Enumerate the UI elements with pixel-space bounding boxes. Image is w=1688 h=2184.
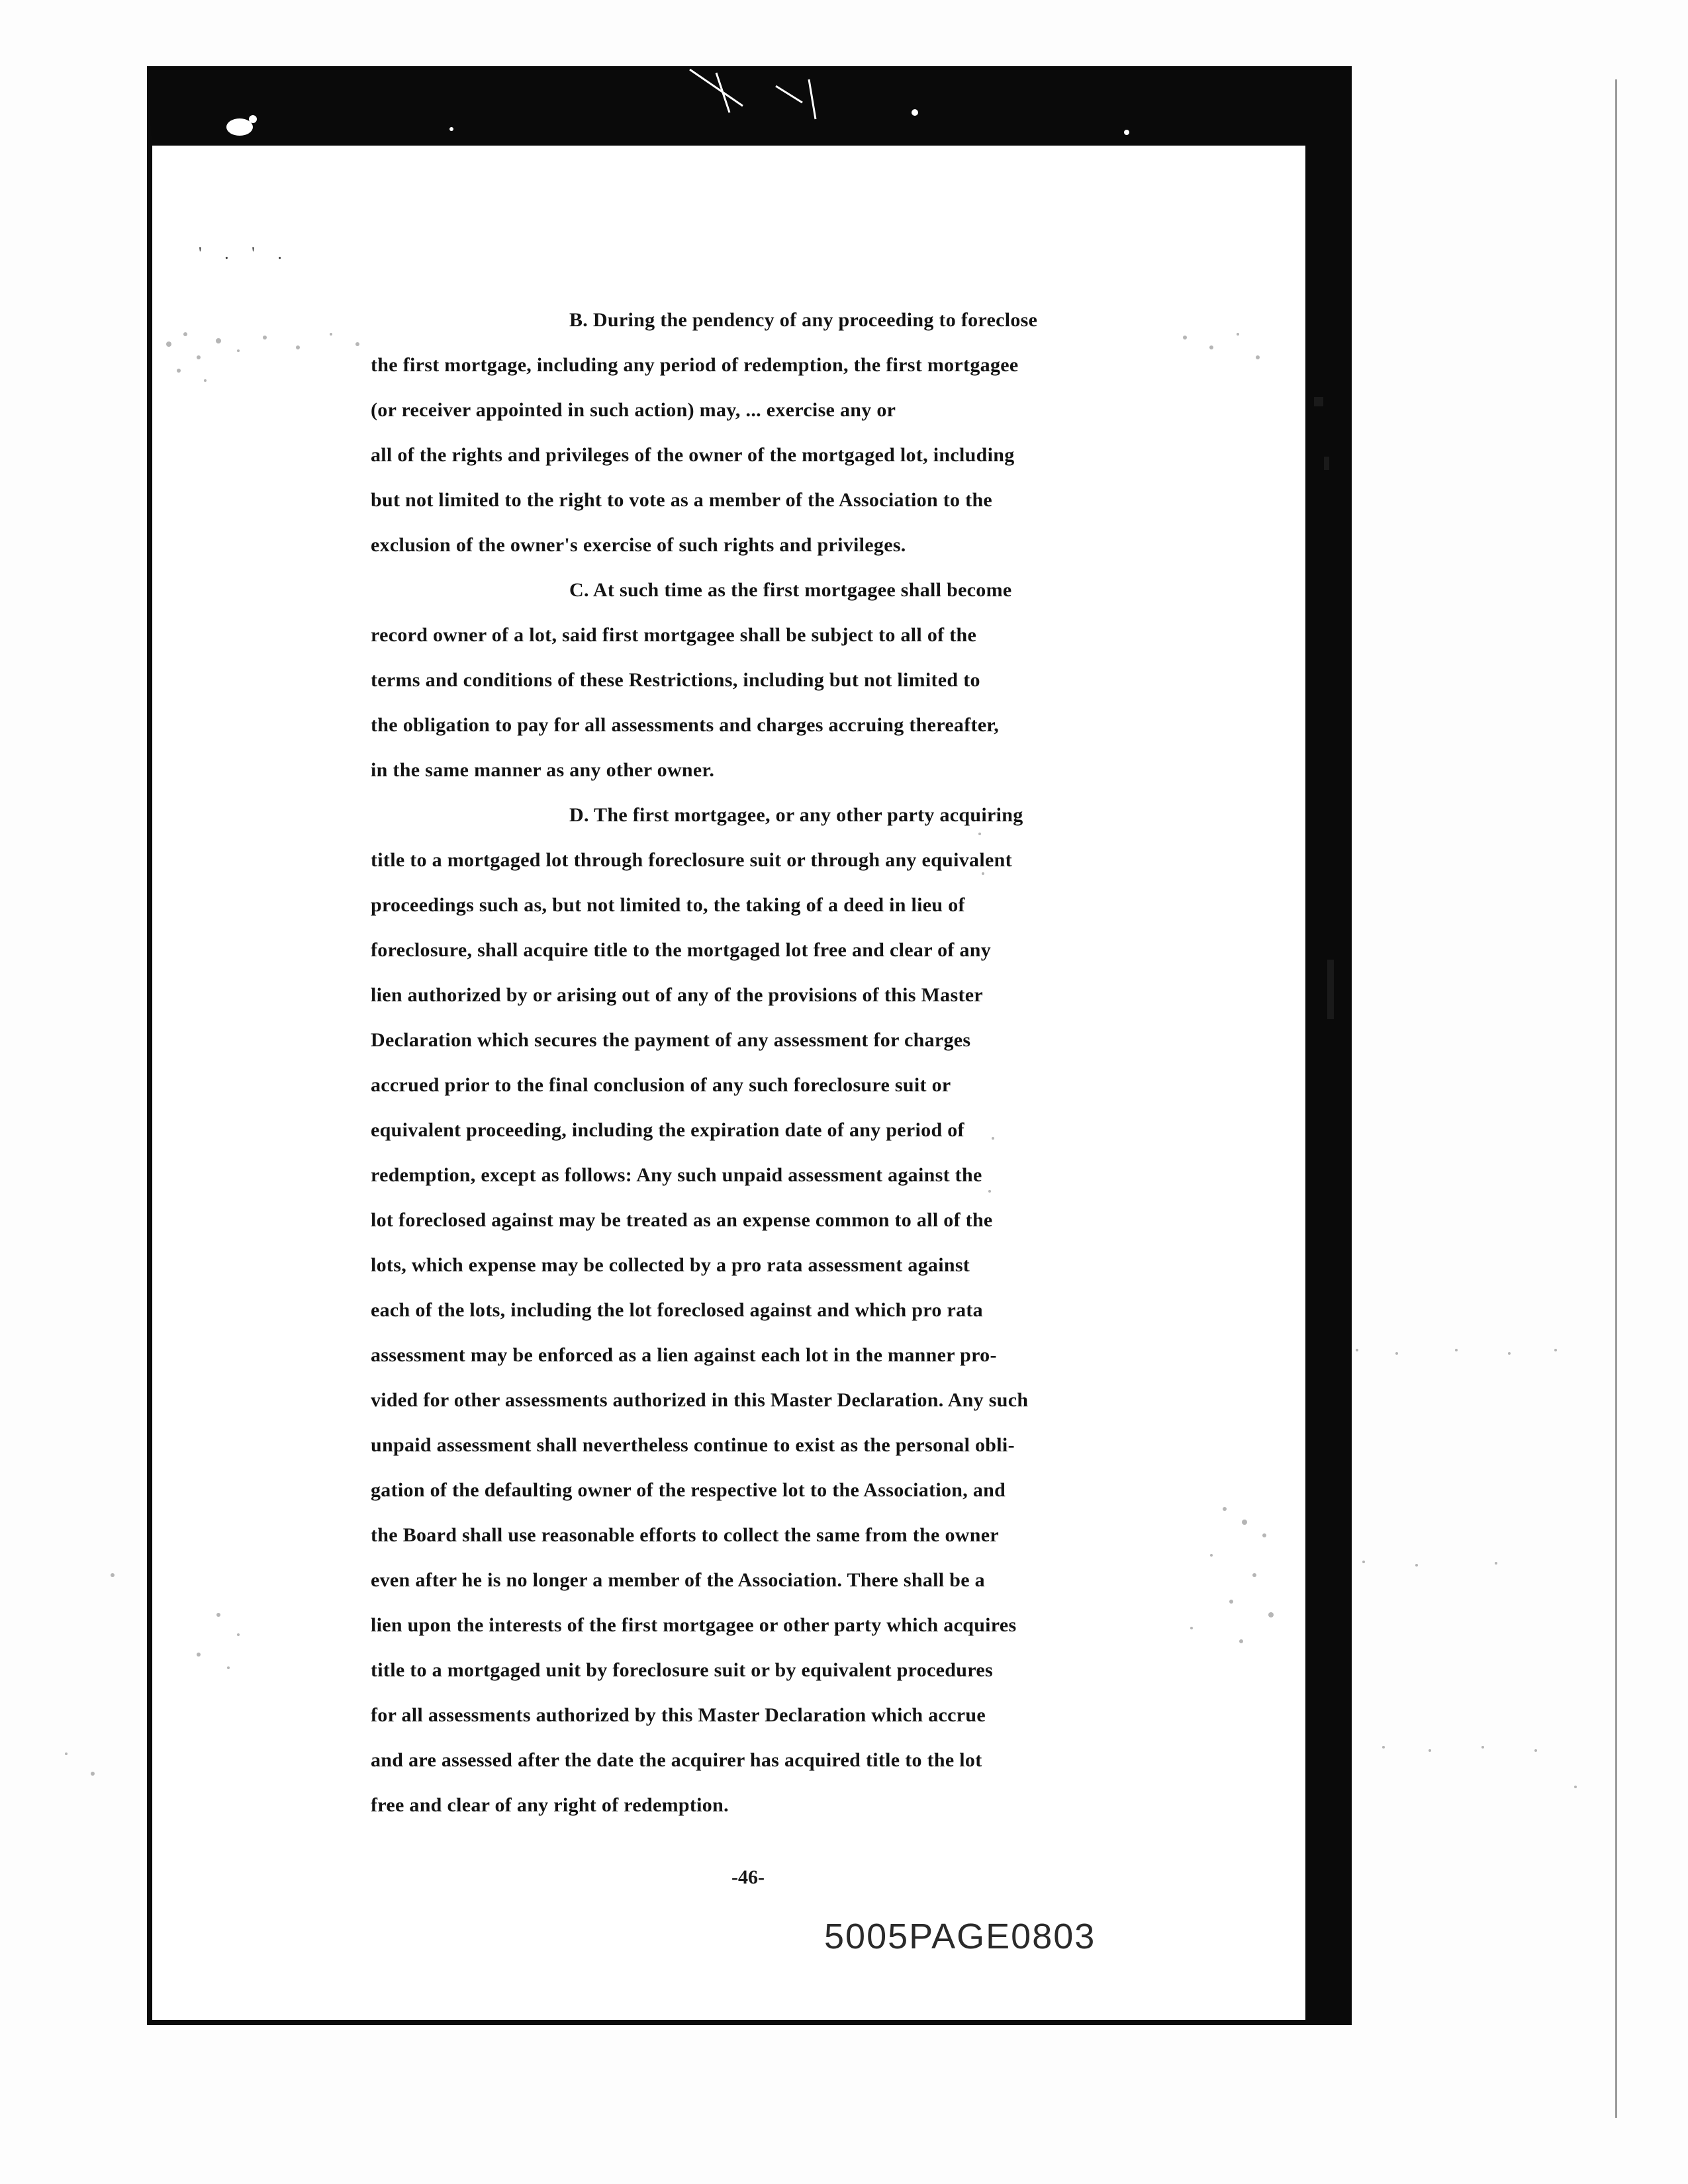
text-line: gation of the defaulting owner of the respective lot to the Association, and <box>371 1479 1006 1501</box>
scan-top-noise <box>147 66 1352 146</box>
text-line: proceedings such as, but not limited to, the taking of a deed in lieu of <box>371 894 965 916</box>
scan-edge-line <box>1615 79 1617 2118</box>
text-line: all of the rights and privileges of the owner of the mortgaged lot, including <box>371 444 1015 466</box>
text-line: each of the lots, including the lot foreclosed against and which pro rata <box>371 1299 983 1321</box>
text-line: and are assessed after the date the acquirer has acquired title to the lot <box>371 1749 982 1771</box>
text-line: terms and conditions of these Restrictions, including but not limited to <box>371 669 980 691</box>
text-line: free and clear of any right of redemption. <box>371 1794 729 1816</box>
text-line: foreclosure, shall acquire title to the mortgaged lot free and clear of any <box>371 939 992 961</box>
text-line: in the same manner as any other owner. <box>371 759 715 781</box>
text-line: accrued prior to the final conclusion of any such foreclosure suit or <box>371 1074 951 1096</box>
text-line: lien upon the interests of the first mortgagee or other party which acquires <box>371 1614 1017 1636</box>
paragraph-start-line: D. The first mortgagee, or any other party acquiring <box>569 804 1023 826</box>
text-line: redemption, except as follows: Any such unpaid assessment against the <box>371 1164 982 1186</box>
text-line: vided for other assessments authorized in this Master Declaration. Any such <box>371 1389 1029 1411</box>
corner-marks: ' . ' . <box>199 244 291 263</box>
text-line: for all assessments authorized by this Master Declaration which accrue <box>371 1704 986 1726</box>
text-line: assessment may be enforced as a lien against each lot in the manner pro- <box>371 1344 997 1366</box>
text-line: lot foreclosed against may be treated as an expense common to all of the <box>371 1209 993 1231</box>
book-page-stamp: 5005PAGE0803 <box>824 1917 1096 1956</box>
document-body <box>371 298 1192 1828</box>
text-line: the obligation to pay for all assessments and charges accruing thereafter, <box>371 714 1000 736</box>
text-line: record owner of a lot, said first mortgagee shall be subject to all of the <box>371 624 977 646</box>
paragraph-start-line: C. At such time as the first mortgagee shall become <box>569 579 1012 601</box>
page-number: -46- <box>731 1866 765 1888</box>
text-line: even after he is no longer a member of the Association. There shall be a <box>371 1569 985 1591</box>
text-line: title to a mortgaged unit by foreclosure suit or by equivalent procedures <box>371 1659 993 1681</box>
text-line: lien authorized by or arising out of any of the provisions of this Master <box>371 984 983 1006</box>
paragraph-start-line: B. During the pendency of any proceeding to foreclose <box>569 309 1038 331</box>
text-line: (or receiver appointed in such action) may, ... exercise any or <box>371 399 896 421</box>
text-line: Declaration which secures the payment of any assessment for charges <box>371 1029 971 1051</box>
text-line: the Board shall use reasonable efforts to collect the same from the owner <box>371 1524 999 1546</box>
text-line: title to a mortgaged lot through foreclosure suit or through any equivalent <box>371 849 1012 871</box>
text-line: but not limited to the right to vote as a member of the Association to the <box>371 489 993 511</box>
text-line: the first mortgage, including any period of redemption, the first mortgagee <box>371 354 1019 376</box>
text-line: lots, which expense may be collected by a pro rata assessment against <box>371 1254 970 1276</box>
text-line: equivalent proceeding, including the expiration date of any period of <box>371 1119 964 1141</box>
text-line: unpaid assessment shall nevertheless continue to exist as the personal obli- <box>371 1434 1015 1456</box>
text-line: exclusion of the owner's exercise of such rights and privileges. <box>371 534 906 556</box>
